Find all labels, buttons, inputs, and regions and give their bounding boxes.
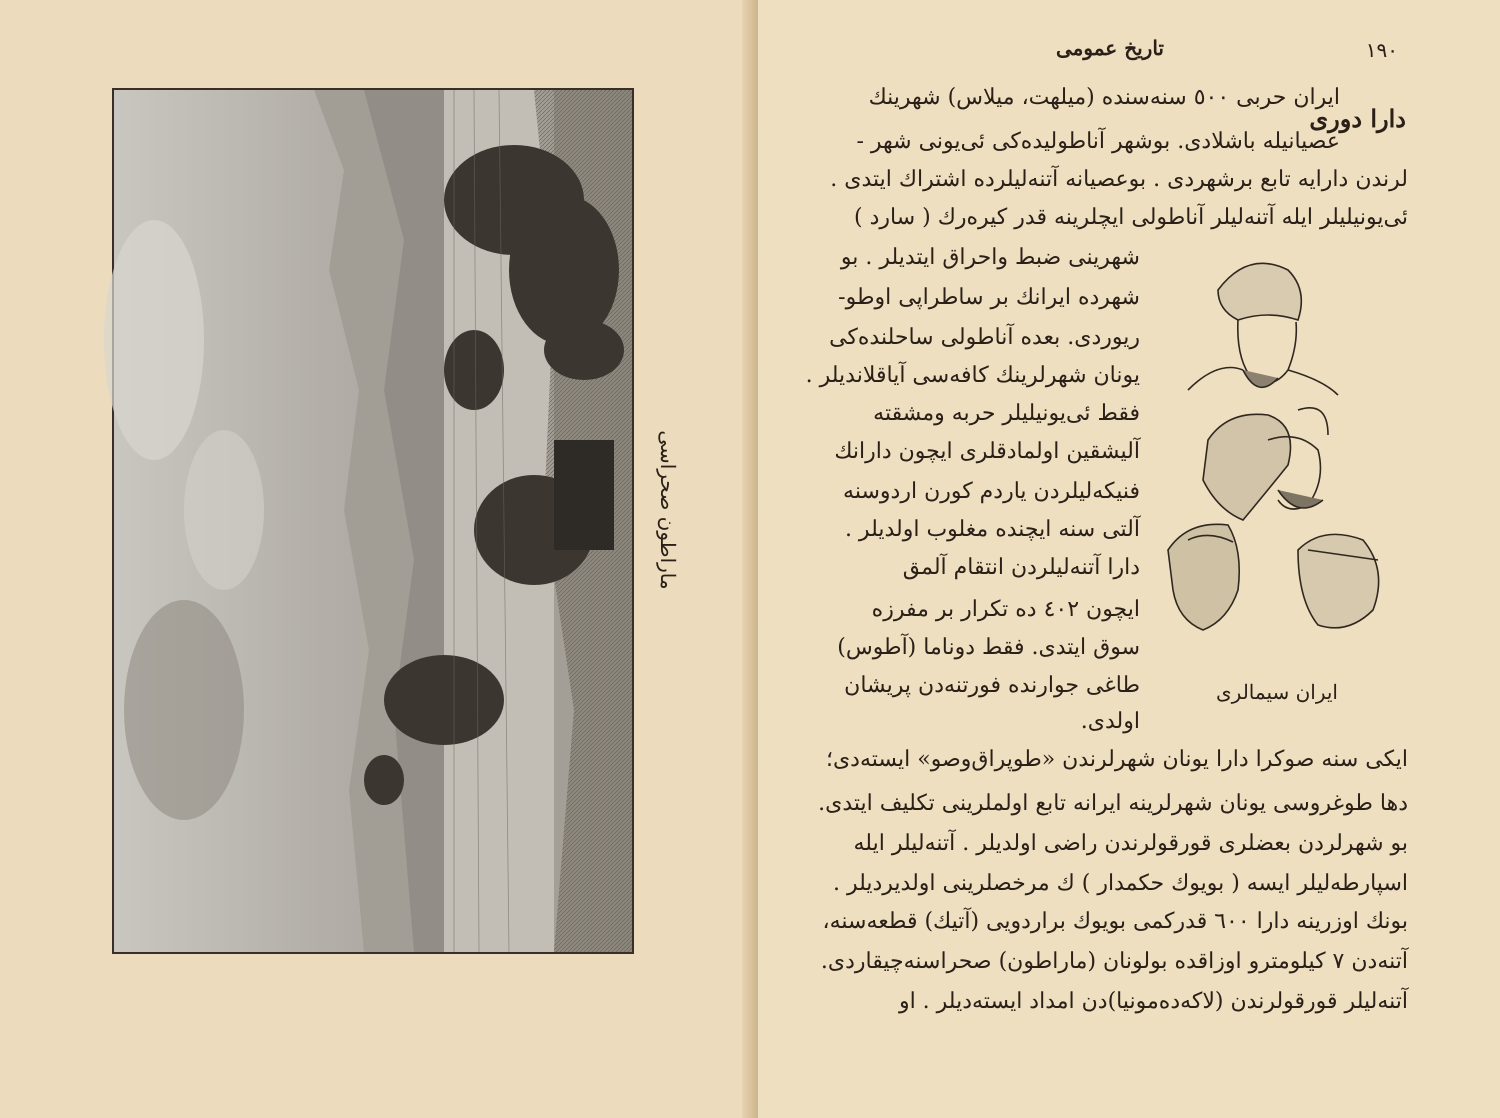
text-line: آتنه‌ليلر قورقولرندن (لاكه‌ده‌مونيا)دن امداد ايسته‌ديلر . او <box>898 989 1408 1014</box>
text-line: شهرينى ضبط واحراق ايتديلر . بو <box>840 245 1140 270</box>
text-line: آلتى سنه ايچنده مغلوب اولديلر . <box>844 517 1140 542</box>
text-line: ايچون ٤٠٢ ده تكرار بر مفرزه <box>871 597 1140 622</box>
text-line: اسپارطه‌ليلر ايسه ( بويوك حكمدار ) ك مرخصلرينى اولديرديلر . <box>832 871 1408 896</box>
plate-caption-text: ماراطون صحراسی <box>656 430 680 590</box>
text-line: دارا آتنه‌ليلردن انتقام آلمق <box>902 555 1140 580</box>
persian-faces-illustration <box>1148 250 1406 660</box>
text-line: فنيكه‌ليلردن ياردم كورن اردوسنه <box>843 479 1140 504</box>
text-line: بو شهرلردن بعضلرى قورقولرندن راضى اولديلر . آتنه‌ليلر ايله <box>853 831 1408 856</box>
page-number: ١٩٠ <box>1365 38 1398 62</box>
text-line: آليشقين اولمادقلرى ايچون دارانك <box>834 439 1140 464</box>
text-line: طاغى جوارنده فورتنه‌دن پريشان <box>844 673 1140 698</box>
landscape-illustration <box>114 90 632 952</box>
text-line: عصيانيله باشلادى. بوشهر آناطوليده‌كى ئى‌يونى شهر - <box>856 129 1340 154</box>
text-line: لرندن دارايه تابع برشهردى . بوعصيانه آتنه‌ليلرده اشتراك ايتدى . <box>830 167 1408 192</box>
text-line: ايران حربى ٥٠٠ سنه‌سنده (ميلهت، ميلاس) شهرينك <box>868 85 1340 110</box>
text-line: دها طوغروسى يونان شهرلرينه ايرانه تابع اولملرينى تكليف ايتدى. <box>818 791 1408 816</box>
running-title: تاريخ عمومى <box>1056 36 1164 60</box>
portraits-drawing <box>1148 250 1406 660</box>
portrait-caption: ايران سيمالرى <box>1216 680 1338 704</box>
text-line: ريوردى. بعده آناطولى ساحلنده‌كى <box>829 325 1140 350</box>
text-line: فقط ئى‌يونيليلر حربه ومشقته <box>873 401 1140 426</box>
text-line: اولدى. <box>1080 709 1140 734</box>
text-line: آتنه‌دن ٧ كيلومترو اوزاقده بولونان (ماراطون) صحراسنه‌چيقاردى. <box>820 949 1408 974</box>
text-line: شهرده ايرانك بر ساطراپى اوطو- <box>838 285 1140 310</box>
section-title: دارا دورى <box>1309 104 1406 133</box>
text-line: بونك اوزرينه دارا ٦٠٠ قدركمى بويوك براردويى (آتيك) قطعه‌سنه، <box>822 909 1408 934</box>
plate-caption <box>648 380 688 640</box>
text-line: ايكى سنه صوكرا دارا يونان شهرلرندن «طوپراق‌وصو» ايسته‌دى؛ <box>825 747 1408 772</box>
text-line: سوق ايتدى. فقط دوناما (آطوس) <box>837 635 1140 660</box>
text-line: ئى‌يونيليلر ايله آتنه‌ليلر آناطولى ايچلرينه قدر كيره‌رك ( سارد ) <box>854 205 1408 230</box>
text-line: يونان شهرلرينك كافه‌سى آياقلانديلر . <box>805 363 1140 388</box>
marathon-plain-engraving <box>112 88 634 954</box>
